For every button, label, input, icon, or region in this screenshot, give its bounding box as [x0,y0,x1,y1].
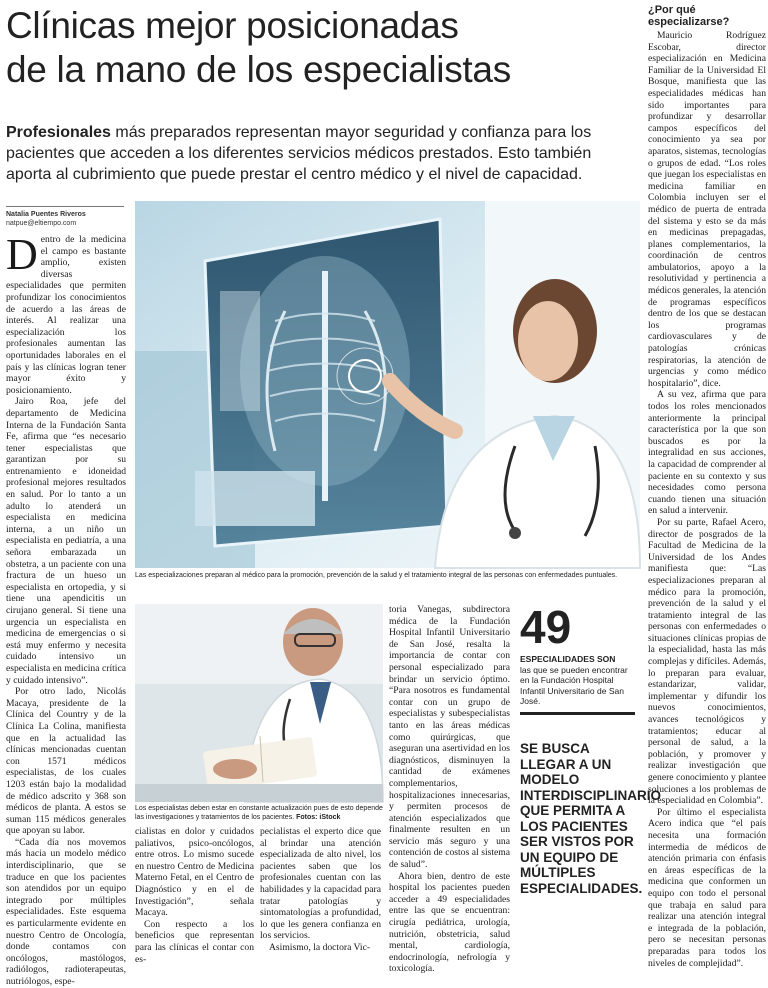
sidebar-body [648,30,766,969]
sidebar-title: ¿Por qué especializarse? [648,4,730,28]
xray-illustration [135,201,640,568]
col3-paragraph-2: Asimismo, la doctora Vic- [269,941,371,953]
photo-doctor-xray [135,201,640,568]
col2-paragraph-2: Con respecto a los beneficios que representan para las clínicas el contar con es- [135,918,254,965]
photo2-caption: Los especialistas deben estar en constante actualización pues de esto depende las investigaciones y tratamientos de los pacientes. Fotos: iStock [135,805,383,821]
sidebar-paragraph-4: Por último el especialista Acero indica que “el país necesita una formación intermedia de médicos de atención primaria con énfasis en áreas específicas de la medicina que conformen un equipo con todo el personal que trabaja en salud para realizar una atención integral e integrada de la población, pero se necesitan personas preparadas para todos los niveles de complejidad”. [648,806,766,969]
factbox [520,601,638,707]
lede [6,122,616,185]
column-4 [389,604,510,975]
headline-line-1: Clínicas mejor posicionadas [6,5,459,46]
factbox-label: ESPECIALIDADES SON [520,654,616,664]
pullquote: SE BUSCA LLEGAR A UN MODELO INTERDISCIPLINARIO QUE PERMITA A LOS PACIENTES SER VISTOS POR UN EQUIPO DE MÚLTIPLES ESPECIALIDADES. [520,741,662,896]
photo-credit: Fotos: iStock [296,814,341,821]
drop-cap: D [6,230,38,279]
col1-paragraph-1: Dentro de la medicina el campo es bastante amplio, existen diversas especialidades que permiten profundizar los conocimientos de acuerdo a las áreas de interés. Al realizar una especialización los profesionales aumentan las oportunidades laborales en el país y las clínicas logran tener mayor éxito y posicionamiento. [6,230,126,396]
column-1 [6,230,126,987]
byline [6,206,124,228]
lede-text: más preparados representan mayor seguridad y confianza para los pacientes que acceden a los diferentes servicios médicos prestados. Esto también aporta al cubrimiento que puede prestar el centro médico y el nivel de capacidad. [6,124,592,183]
lede-bold: Profesionales [6,124,111,141]
sidebar-paragraph-3: Por su parte, Rafael Acero, director de posgrados de la Facultad de Medicina de la Universidad de los Andes manifiesta que: “Las especializaciones preparan al médico para la promoción, prevención de la salud y el tratamiento integral de las personas con enfermedades o situaciones clínicas propias de la especialidad, hasta las más complejas y difíciles. Además, lo preparan para evaluar, estandarizar, validar, implementar y difundir los nuevos conocimientos, avances tecnológicos y tratamientos; educar al personal de salud, a la población, y promover y realizar investigación que genere conocimiento y plantee soluciones a los problemas de la especialidad en Colombia”. [648,516,766,807]
pullquote-rule [520,712,635,715]
column-3 [260,826,381,970]
col4-paragraph-1: toria Vanegas, subdirectora médica de la Fundación Hospital Infantil Universitario de San José, resalta la importancia de contar con personal especializado para brindar un servicio óptimo. “Para nosotros es fundamental contar con un grupo de especialistas y subespecialistas tanto en las áreas médicas como quirúrgicas, que aseguran una asertividad en los diagnósticos, disminuyen la cantidad de exámenes complementarios, hospitalizaciones innecesarias, y permiten procesos de atención especializados que finalmente resulten en un servicio más seguro y una contención de costos al sistema de salud”. [389,604,510,871]
sidebar-paragraph-2: A su vez, afirma que para todos los roles mencionados anteriormente la principal característica por la que son buscados es por la integralidad en sus acciones, la capacidad de comprender al paciente en su contexto y sus necesidades como persona cuando tienen una situación en salud a intervenir. [648,389,766,517]
doctor-reading-illustration [135,604,383,802]
sidebar-paragraph-1: Mauricio Rodríguez Escobar, director especialización en Medicina Familiar de la Universidad El Bosque, manifiesta que las especialidades médicas han sido importantes para profundizar y desarrollar campos específicos del conocimiento ya sea por aparatos, sistemas, tecnologías o grupos de edad. “Los roles que juegan los especialistas en medicina familiar en Colombia incluyen ser el médico de puerta de entrada del sistema y esto se da más en medicinas prepagadas, planes complementarios, la coordinación de centros ambulatorios, apoyo a la resolutividad y pertinencia a médicos generales, la atención de programas específicos dentro de los que se destacan los programas cardiovasculares y de patologías crónicas respiratorias, la atención de urgencias y como médico hospitalario”, dice. [648,30,766,389]
photo-doctor-reading [135,604,383,802]
factbox-number: 49 [520,601,572,653]
photo1-caption: Las especializaciones preparan al médico para la promoción, prevención de la salud y el tratamiento integral de las personas con enfermedades puntuales. [135,572,618,579]
col4-paragraph-2: Ahora bien, dentro de este hospital los pacientes pueden acceder a 49 especialidades entre las que se encuentran: cirugía pediátrica, urología, nutrición, obstetricia, salud mental, cardiología, endocrinología, nefrología y toxicología. [389,870,510,975]
column-2 [135,826,254,970]
col1-paragraph-4: “Cada día nos movemos más hacia un modelo médico interdisciplinario, que se traduce en que los pacientes son atendidos por un equipo integrado por múltiples especialidades. Este esquema es particularmente evidente en nuestro Centro de Oncología, donde contamos con oncólogos, mastólogos, radiólogos, radioterapeutas, nutriólogos, espe- [6,836,126,987]
col1-paragraph-2: Jairo Roa, jefe del departamento de Medicina Interna de la Fundación Santa Fe, afirma que “es necesario tener especialistas que garantizan por su entrenamiento e idoneidad profesional mejores resultados en salud. Por lo tanto a un adulto lo atenderá un especialista en medicina interna, a un niño un especialista en pediatría, a una señora embarazada un obstetra, a un paciente con una fractura de un hueso un especialista en ortopedia, y si tiene una apendicitis un cirujano general. Si tiene una urgencia un especialista en medicina de emergencias o si está muy enfermo y necesita cuidado intensivo un especialista en medicina crítica y cuidado intensivo”. [6,396,126,686]
col2-paragraph-1: cialistas en dolor y cuidados paliativos, psico-oncólogos, entre otros. Lo mismo sucede en nuestro Centro de Medicina Materno Fetal, en el Centro de Diagnóstico y en el de Investigación”, señala Macaya. [135,826,254,919]
factbox-text: las que se pueden encontrar en la Fundación Hospital Infantil Universitario de San José. [520,664,628,706]
byline-email: natpue@eltiempo.com [6,220,77,227]
col1-paragraph-3: Por otro lado, Nicolás Macaya, presidente de la Clínica del Country y de la Clínica La Colina, manifiesta que en la actualidad las clínicas mencionadas cuentan con 1571 médicos especialistas, de los cuales 1203 están bajo la modalidad de médico adscrito y 368 son médicos de planta. A estos se suman 115 médicos generales que apoyan su labor. [6,686,126,837]
byline-name: Natalia Puentes Riveros [6,211,86,218]
sidebar [648,4,766,972]
headline [6,4,636,92]
headline-line-2: de la mano de los especialistas [6,49,511,90]
col3-paragraph-1: pecialistas el experto dice que al brindar una atención especializada de alto nivel, los pacientes saben que los profesionales cuentan con las habilidades y la capacidad para tratar patologías y sintomatologías a profundidad, lo que les genera confianza en los servicios. [260,826,381,942]
